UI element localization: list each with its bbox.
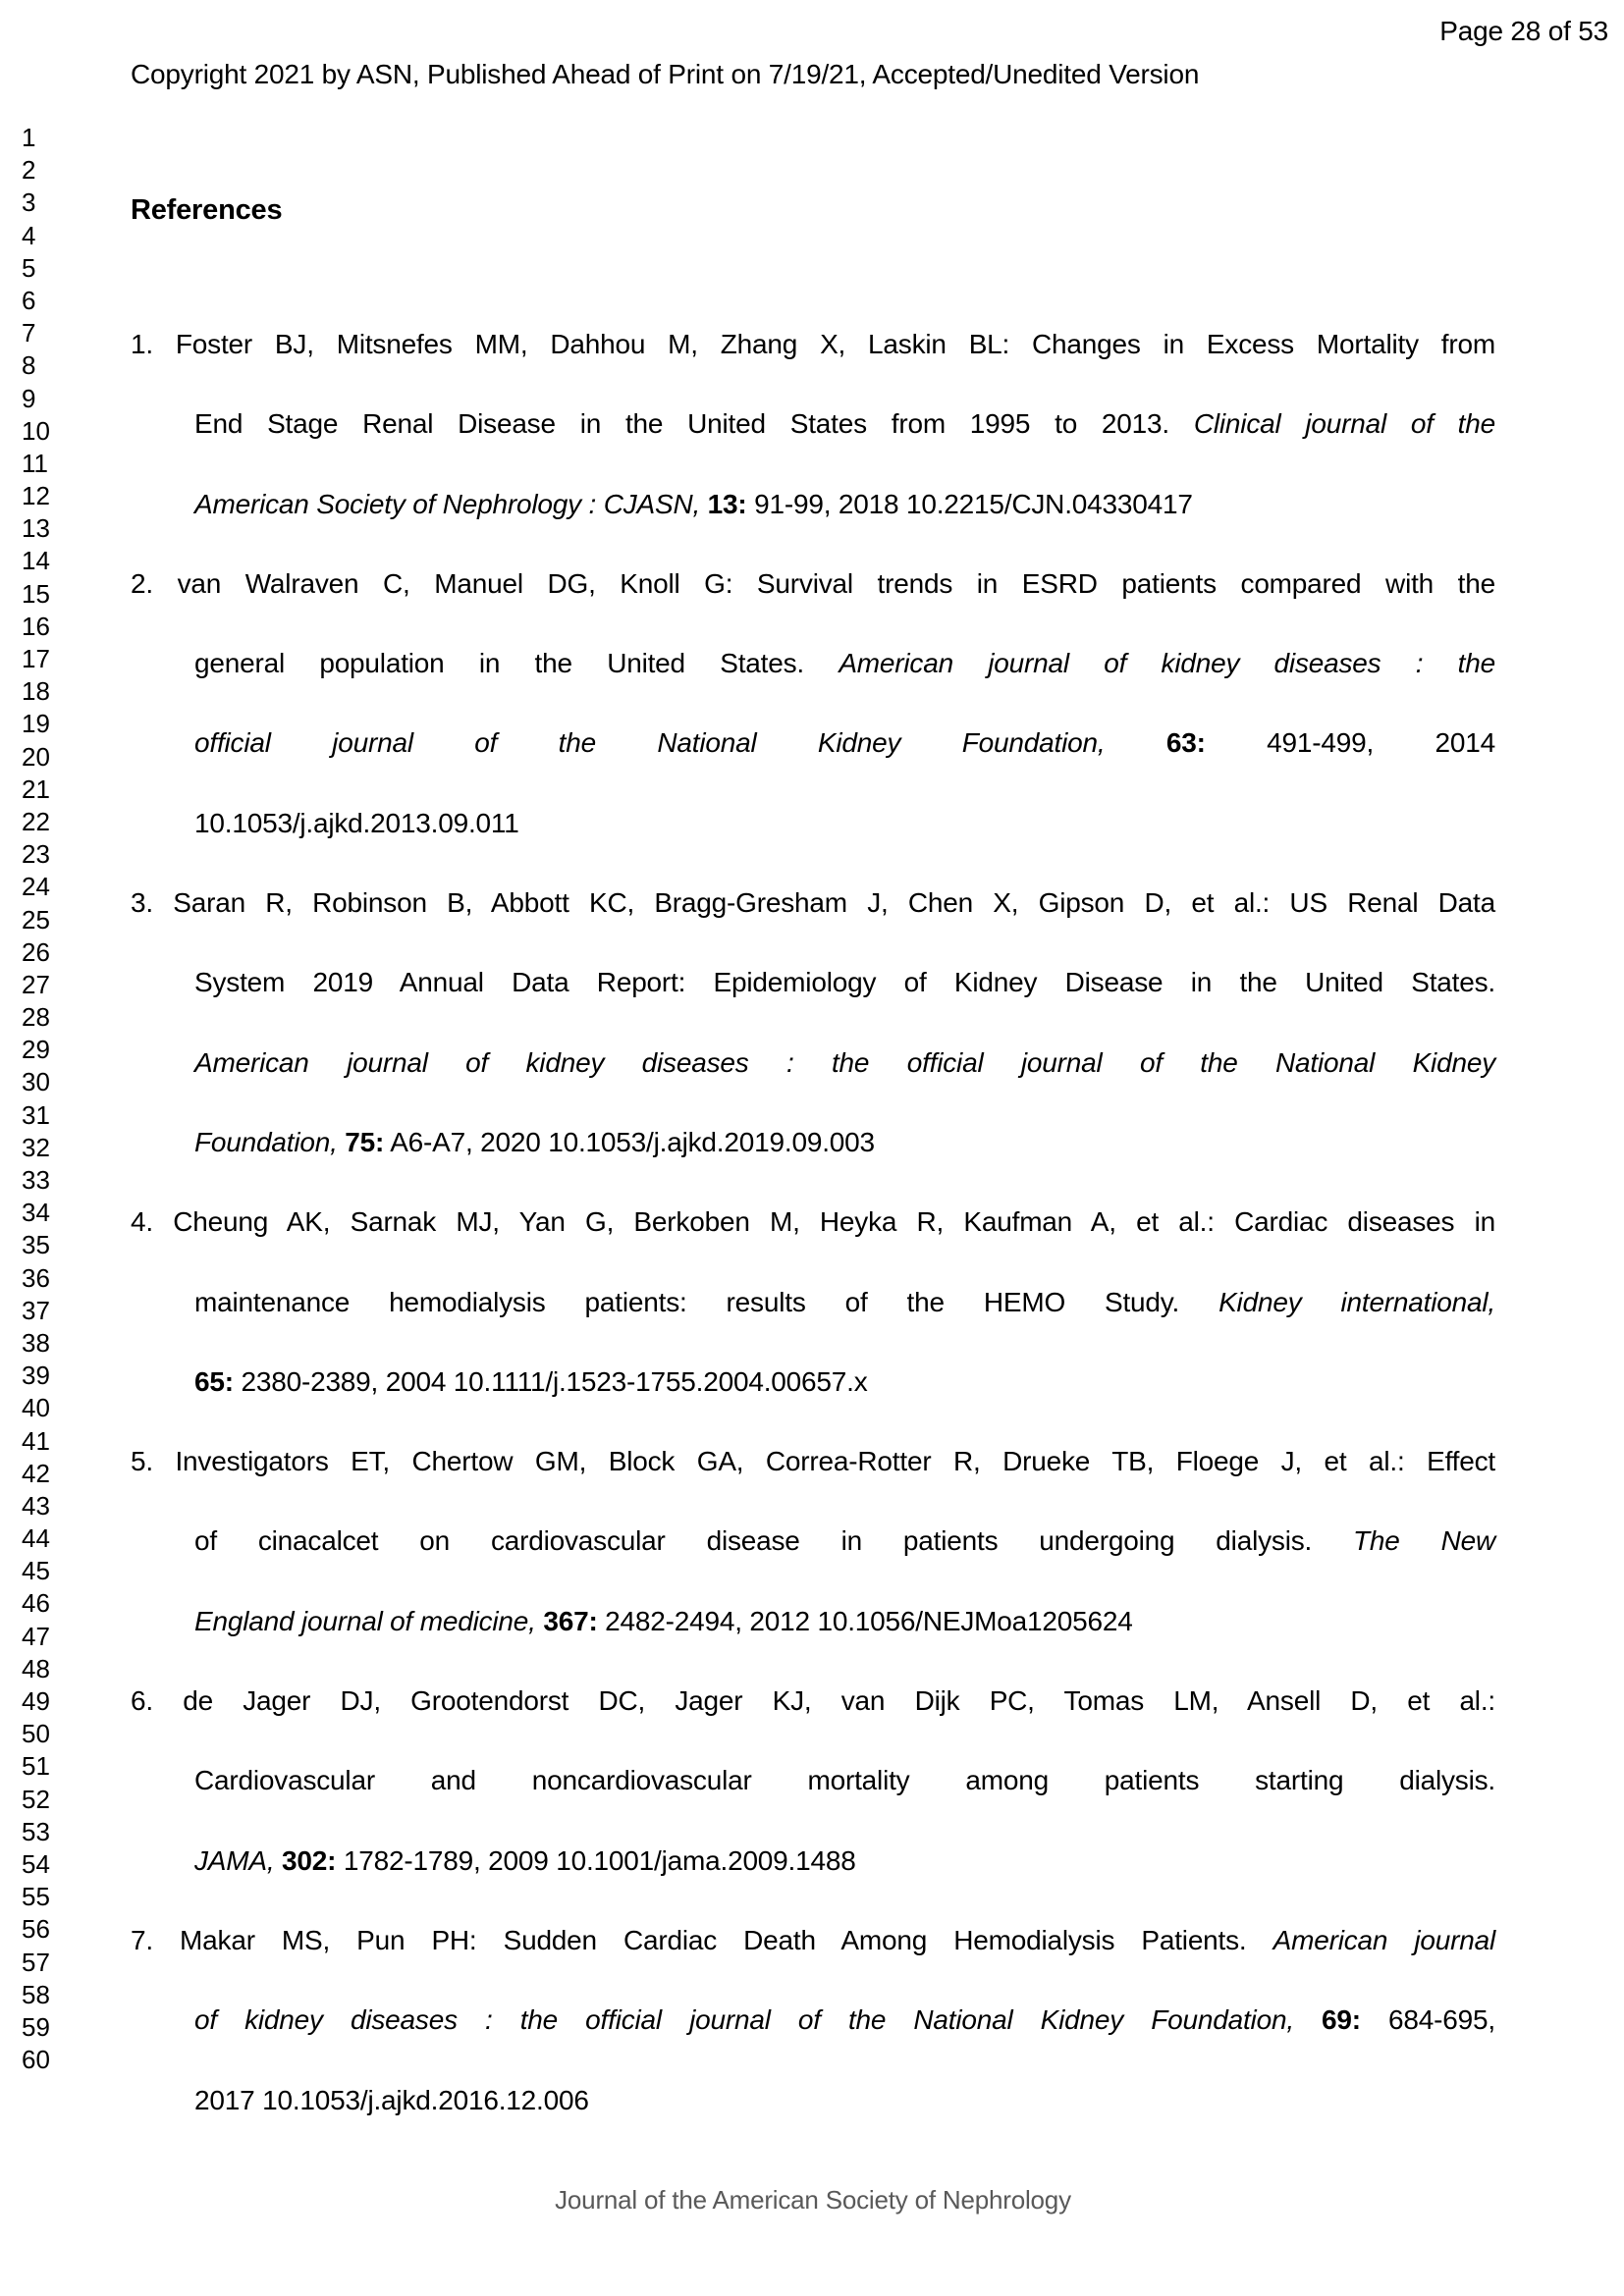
reference-line xyxy=(131,703,1495,782)
line-number: 59 xyxy=(22,2011,50,2042)
reference-text-segment: 302: xyxy=(282,1844,337,1876)
reference-text-segment: 367: xyxy=(543,1605,598,1636)
line-number: 29 xyxy=(22,1035,50,1065)
reference-text-segment: 4. Cheung AK, Sarnak MJ, Yan G, Berkoben M, Heyka R, Kaufman A, et al.: Cardiac diseases in xyxy=(131,1206,1495,1238)
line-number: 23 xyxy=(22,839,50,870)
reference-item xyxy=(131,1900,1495,2140)
reference-text-segment: maintenance hemodialysis patients: results of the HEMO Study. xyxy=(194,1286,1219,1317)
line-number-gutter xyxy=(22,122,81,2076)
references-list xyxy=(131,304,1495,2140)
line-number: 31 xyxy=(22,1099,50,1130)
line-number: 9 xyxy=(22,383,36,413)
reference-item xyxy=(131,1182,1495,1421)
reference-text-segment: Kidney international, xyxy=(1218,1286,1495,1317)
line-number: 34 xyxy=(22,1198,50,1228)
reference-text-segment: Foundation, xyxy=(194,1126,346,1157)
line-number: 6 xyxy=(22,285,36,315)
reference-text-segment: 2017 10.1053/j.ajkd.2016.12.006 xyxy=(194,2084,589,2115)
line-number: 13 xyxy=(22,513,50,544)
line-number: 41 xyxy=(22,1425,50,1456)
reference-line xyxy=(131,464,1495,544)
line-number: 55 xyxy=(22,1882,50,1912)
reference-text-segment: England journal of medicine, xyxy=(194,1605,544,1636)
line-number: 60 xyxy=(22,2045,50,2075)
line-number: 33 xyxy=(22,1165,50,1195)
line-number: 1 xyxy=(22,123,36,152)
line-number: 14 xyxy=(22,546,50,576)
line-number: 38 xyxy=(22,1327,50,1358)
line-number: 56 xyxy=(22,1914,50,1945)
reference-text-segment: End Stage Renal Disease in the United States from 1995 to 2013. xyxy=(194,408,1194,440)
line-number: 16 xyxy=(22,611,50,641)
reference-item xyxy=(131,1421,1495,1661)
reference-line xyxy=(131,783,1495,863)
reference-text-segment: 91-99, 2018 10.2215/CJN.04330417 xyxy=(746,488,1193,519)
reference-line xyxy=(131,1821,1495,1900)
line-number: 35 xyxy=(22,1230,50,1260)
line-number: 32 xyxy=(22,1132,50,1162)
reference-line xyxy=(131,1421,1495,1501)
reference-text-segment: System 2019 Annual Data Report: Epidemiology of Kidney Disease in the United States. xyxy=(194,967,1495,998)
reference-line xyxy=(131,2060,1495,2140)
line-number: 26 xyxy=(22,936,50,967)
reference-text-segment: American Society of Nephrology : CJASN, xyxy=(194,488,708,519)
line-number: 22 xyxy=(22,806,50,836)
reference-item xyxy=(131,304,1495,544)
line-number: 10 xyxy=(22,415,50,446)
reference-line xyxy=(131,1342,1495,1421)
references-heading: References xyxy=(131,194,283,226)
reference-text-segment: 7. Makar MS, Pun PH: Sudden Cardiac Death Among Hemodialysis Patients. xyxy=(131,1924,1273,1955)
reference-text-segment: JAMA, xyxy=(194,1844,283,1876)
reference-text-segment: Clinical journal of the xyxy=(1193,408,1495,440)
reference-line xyxy=(131,304,1495,384)
line-number: 45 xyxy=(22,1556,50,1586)
reference-text-segment: Cardiovascular and noncardiovascular mortality among patients starting dialysis. xyxy=(194,1765,1495,1796)
line-number: 8 xyxy=(22,350,36,381)
reference-text-segment: 2. van Walraven C, Manuel DG, Knoll G: Survival trends in ESRD patients compared with the xyxy=(131,567,1495,599)
line-number: 39 xyxy=(22,1361,50,1391)
reference-line xyxy=(131,863,1495,942)
reference-line xyxy=(131,1661,1495,1740)
line-number: 43 xyxy=(22,1490,50,1521)
reference-line xyxy=(131,1023,1495,1102)
line-number: 25 xyxy=(22,904,50,934)
reference-line xyxy=(131,384,1495,463)
line-number: 5 xyxy=(22,252,36,283)
reference-line xyxy=(131,1501,1495,1580)
reference-text-segment: 5. Investigators ET, Chertow GM, Block GA, Correa-Rotter R, Drueke TB, Floege J, et al.: Effect xyxy=(131,1446,1495,1477)
line-number: 37 xyxy=(22,1295,50,1325)
line-number: 57 xyxy=(22,1947,50,1977)
reference-text-segment: 1782-1789, 2009 10.1001/jama.2009.1488 xyxy=(336,1844,856,1876)
reference-line xyxy=(131,1900,1495,1980)
copyright-line: Copyright 2021 by ASN, Published Ahead of Print on 7/19/21, Accepted/Unedited Version xyxy=(131,59,1200,89)
line-number: 53 xyxy=(22,1816,50,1846)
line-number: 36 xyxy=(22,1262,50,1293)
reference-line xyxy=(131,1581,1495,1661)
line-number: 42 xyxy=(22,1458,50,1488)
reference-line xyxy=(131,1182,1495,1261)
reference-text-segment: 65: xyxy=(194,1365,234,1397)
line-number: 30 xyxy=(22,1067,50,1097)
line-number: 20 xyxy=(22,741,50,772)
reference-text-segment: 10.1053/j.ajkd.2013.09.011 xyxy=(194,807,519,838)
line-number: 47 xyxy=(22,1621,50,1651)
reference-text-segment: 2380-2389, 2004 10.1111/j.1523-1755.2004.00657.x xyxy=(233,1365,868,1397)
reference-text-segment: 13: xyxy=(707,488,747,519)
reference-text-segment: A6-A7, 2020 10.1053/j.ajkd.2019.09.003 xyxy=(384,1126,875,1157)
reference-line xyxy=(131,1102,1495,1182)
reference-text-segment: 3. Saran R, Robinson B, Abbott KC, Bragg-Gresham J, Chen X, Gipson D, et al.: US Renal Data xyxy=(131,887,1495,919)
line-number: 7 xyxy=(22,318,36,348)
reference-text-segment: official journal of the National Kidney Foundation, xyxy=(194,727,1166,759)
line-number: 44 xyxy=(22,1523,50,1554)
line-number: 12 xyxy=(22,481,50,511)
reference-item xyxy=(131,863,1495,1182)
reference-line xyxy=(131,1740,1495,1820)
reference-text-segment: 75: xyxy=(345,1126,385,1157)
reference-line xyxy=(131,942,1495,1022)
line-number: 17 xyxy=(22,644,50,673)
line-number: 58 xyxy=(22,1979,50,2009)
reference-item xyxy=(131,1661,1495,1900)
reference-line xyxy=(131,1980,1495,2059)
line-number: 54 xyxy=(22,1848,50,1879)
reference-line xyxy=(131,1262,1495,1342)
line-number: 11 xyxy=(22,448,48,478)
line-number: 50 xyxy=(22,1719,50,1749)
line-number: 19 xyxy=(22,709,50,739)
line-number: 3 xyxy=(22,187,36,218)
line-number: 48 xyxy=(22,1653,50,1683)
reference-text-segment: American journal of kidney diseases : the xyxy=(839,648,1495,679)
reference-item xyxy=(131,544,1495,863)
line-number: 2 xyxy=(22,155,36,186)
reference-text-segment: 69: xyxy=(1322,2004,1361,2036)
reference-line xyxy=(131,623,1495,703)
line-number: 18 xyxy=(22,676,50,707)
reference-text-segment: The New xyxy=(1353,1525,1495,1557)
reference-text-segment: 2482-2494, 2012 10.1056/NEJMoa1205624 xyxy=(597,1605,1133,1636)
line-number: 21 xyxy=(22,774,50,804)
page-number-indicator: Page 28 of 53 xyxy=(1439,16,1608,46)
reference-text-segment: 63: xyxy=(1165,727,1206,759)
reference-text-segment: American journal of kidney diseases : the official journal of the National Kidney xyxy=(194,1046,1495,1078)
line-number: 4 xyxy=(22,220,36,250)
line-number: 46 xyxy=(22,1588,50,1619)
line-number: 49 xyxy=(22,1686,50,1716)
line-number: 52 xyxy=(22,1784,50,1814)
reference-text-segment: of kidney diseases : the official journal of the National Kidney Foundation, xyxy=(194,2004,1323,2036)
reference-text-segment: 491-499, 2014 xyxy=(1205,727,1495,759)
reference-text-segment: 684-695, xyxy=(1360,2004,1495,2036)
line-number: 28 xyxy=(22,1002,50,1033)
reference-text-segment: American journal xyxy=(1272,1924,1495,1955)
reference-text-segment: general population in the United States. xyxy=(194,648,839,679)
reference-text-segment: 1. Foster BJ, Mitsnefes MM, Dahhou M, Zhang X, Laskin BL: Changes in Excess Mortality from xyxy=(131,329,1495,359)
reference-text-segment: 6. de Jager DJ, Grootendorst DC, Jager KJ, van Dijk PC, Tomas LM, Ansell D, et al.: xyxy=(131,1685,1495,1717)
reference-text-segment: of cinacalcet on cardiovascular disease in patients undergoing dialysis. xyxy=(194,1525,1354,1557)
reference-line xyxy=(131,544,1495,623)
line-number: 40 xyxy=(22,1393,50,1423)
line-number: 27 xyxy=(22,969,50,999)
line-number: 15 xyxy=(22,578,50,609)
line-number: 24 xyxy=(22,872,50,902)
page-footer: Journal of the American Society of Nephrology xyxy=(555,2185,1071,2215)
line-number: 51 xyxy=(22,1751,50,1782)
